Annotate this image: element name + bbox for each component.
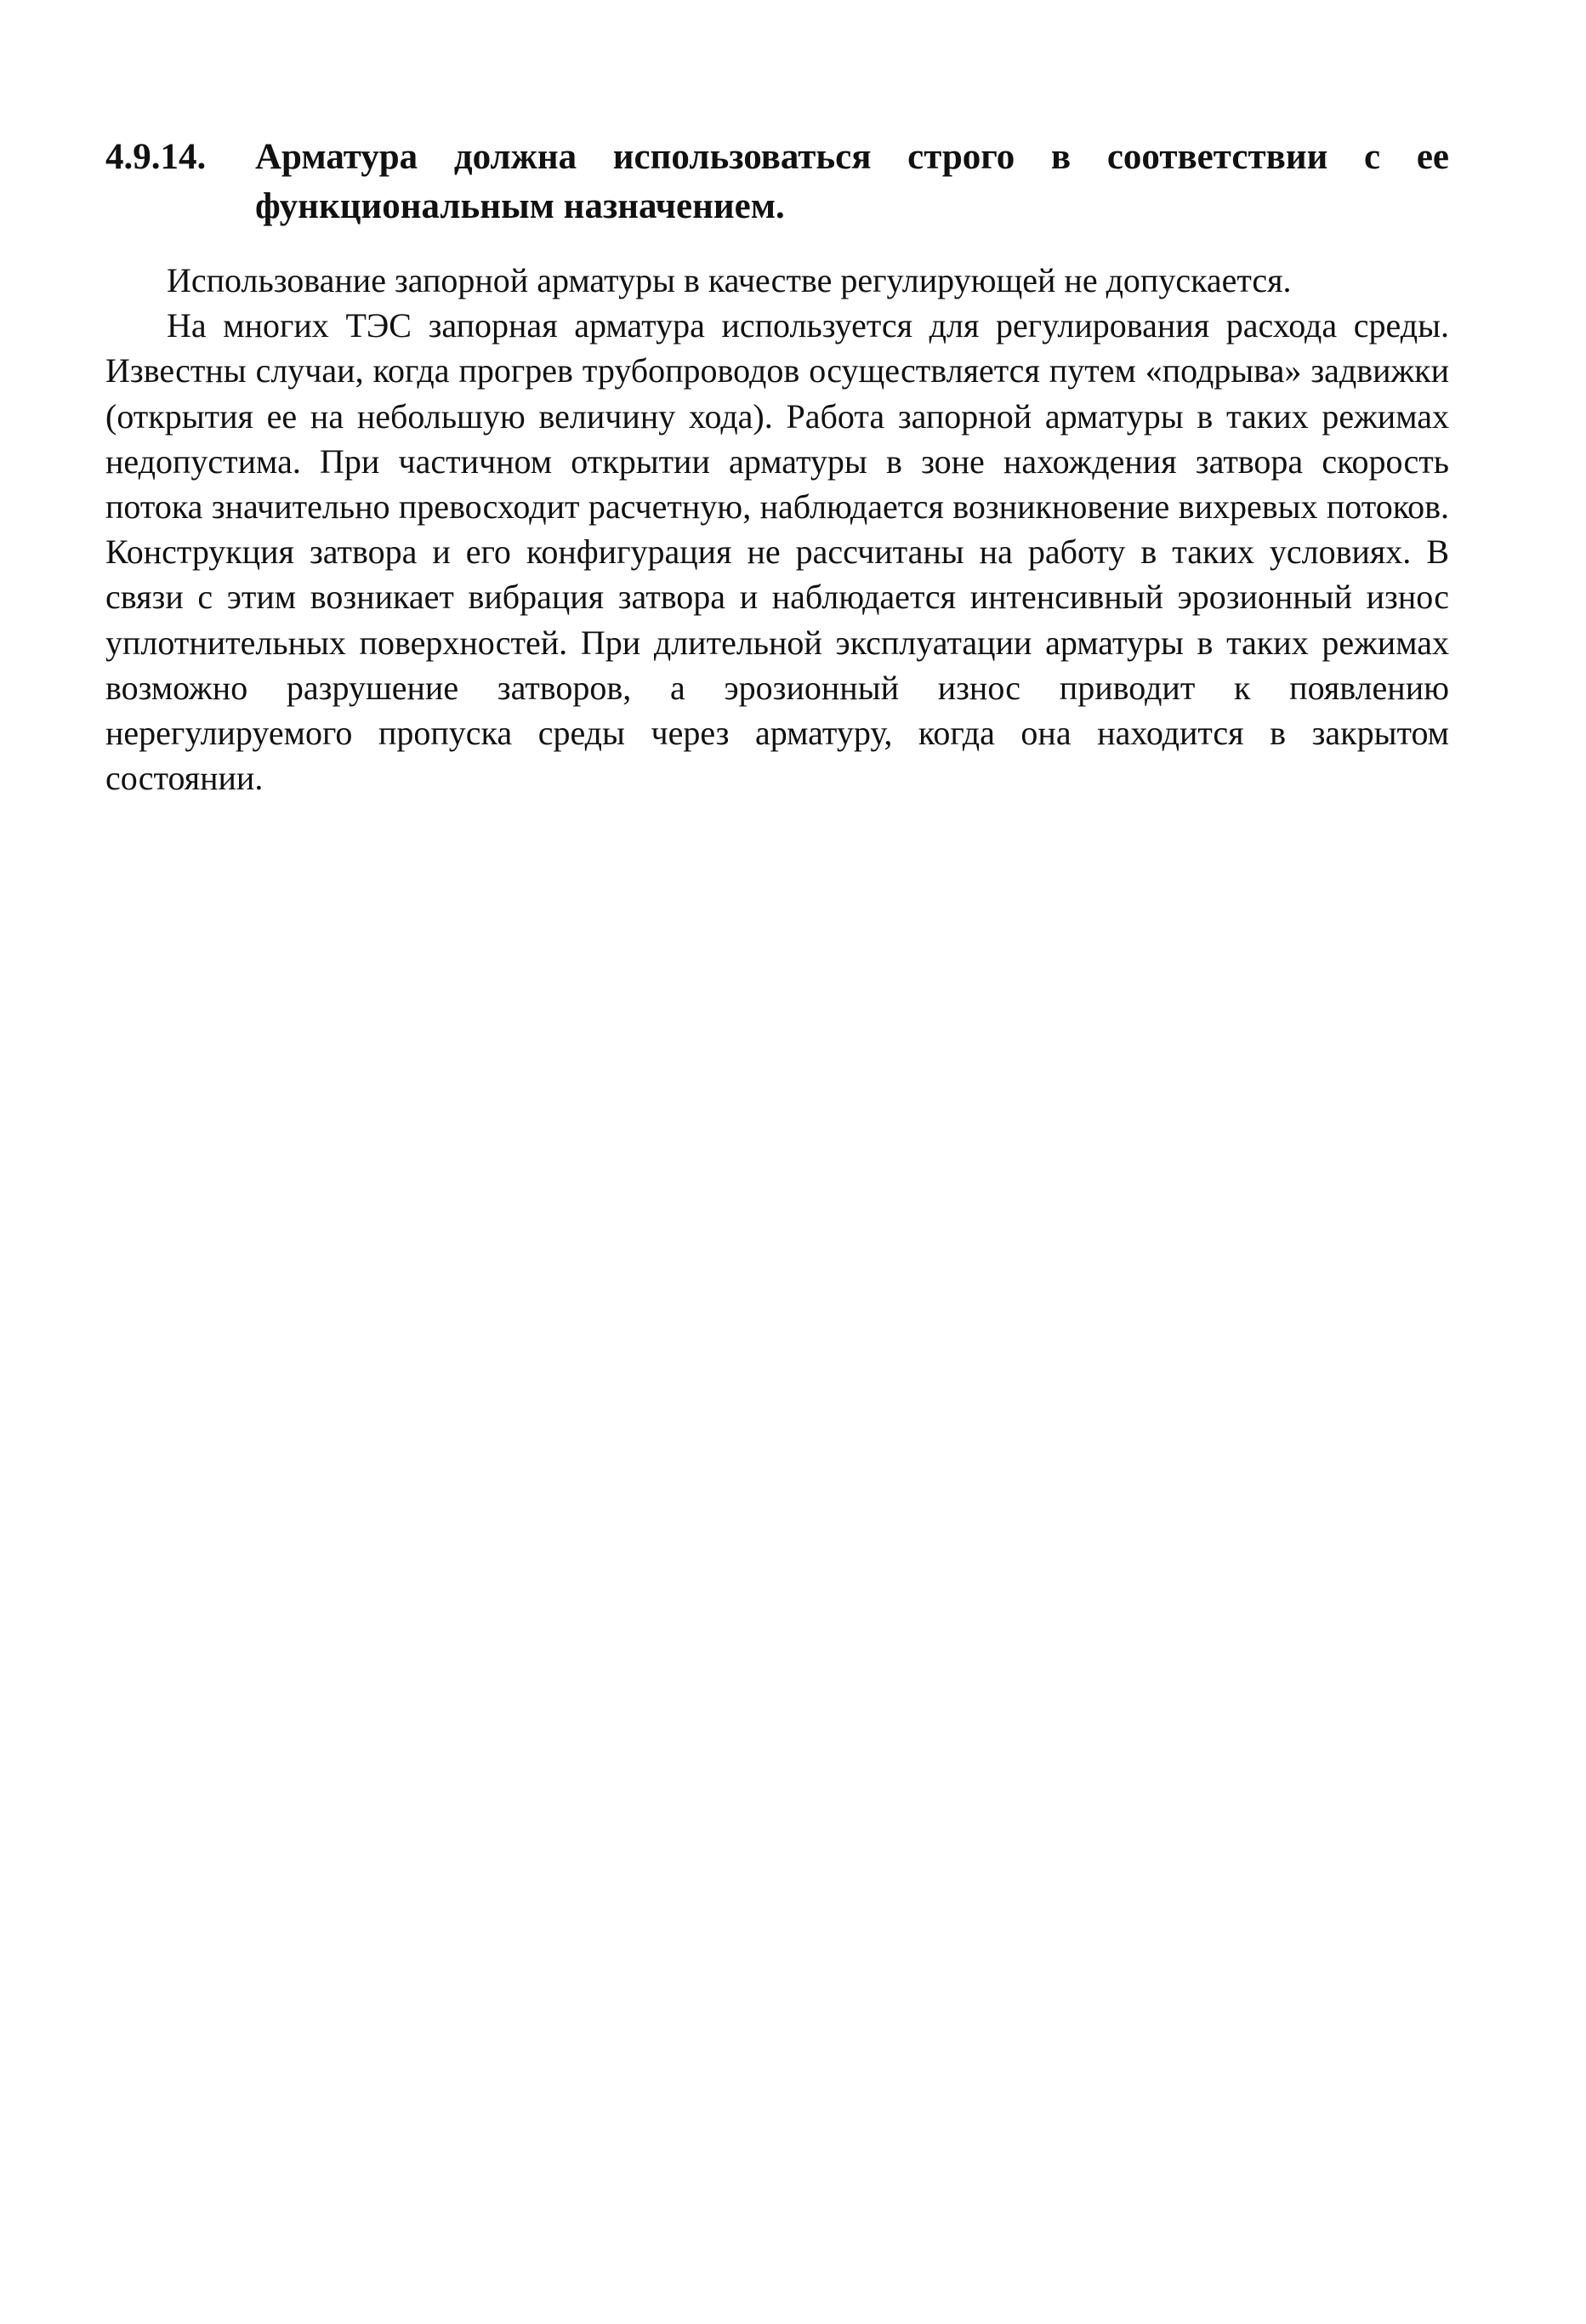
section-heading <box>105 133 1449 231</box>
body-text <box>105 258 1449 800</box>
paragraph: Использование запорной арматуры в качестве регулирующей не допускается. <box>167 261 1292 299</box>
section-title: Арматура должна использоваться строго в соответствии с ее функциональным назначением. <box>255 137 1449 226</box>
section-number: 4.9.14. <box>105 137 207 177</box>
paragraph: На многих ТЭС запорная арматура используется для регулирования расхода среды. Известны случаи, когда прогрев трубопроводов осуществляется путем «подрыва» задвижки (открытия ее на небольшую величину хода). Работа запорной арматуры в таких режимах недопустима. При частичном открытии арматуры в зоне нахождения затвора скорость потока значительно превосходит расчетную, наблюдается возникновение вихревых потоков. Конструкция затвора и его конфигурация не рассчитаны на работу в таких условиях. В связи с этим возникает вибрация затвора и наблюдается интенсивный эрозионный износ уплотнительных поверхностей. При длительной эксплуатации арматуры в таких режимах возможно разрушение затворов, а эрозионный износ приводит к появлению нерегулируемого пропуска среды через арматуру, когда она находится в закрытом состоянии. <box>105 306 1449 798</box>
